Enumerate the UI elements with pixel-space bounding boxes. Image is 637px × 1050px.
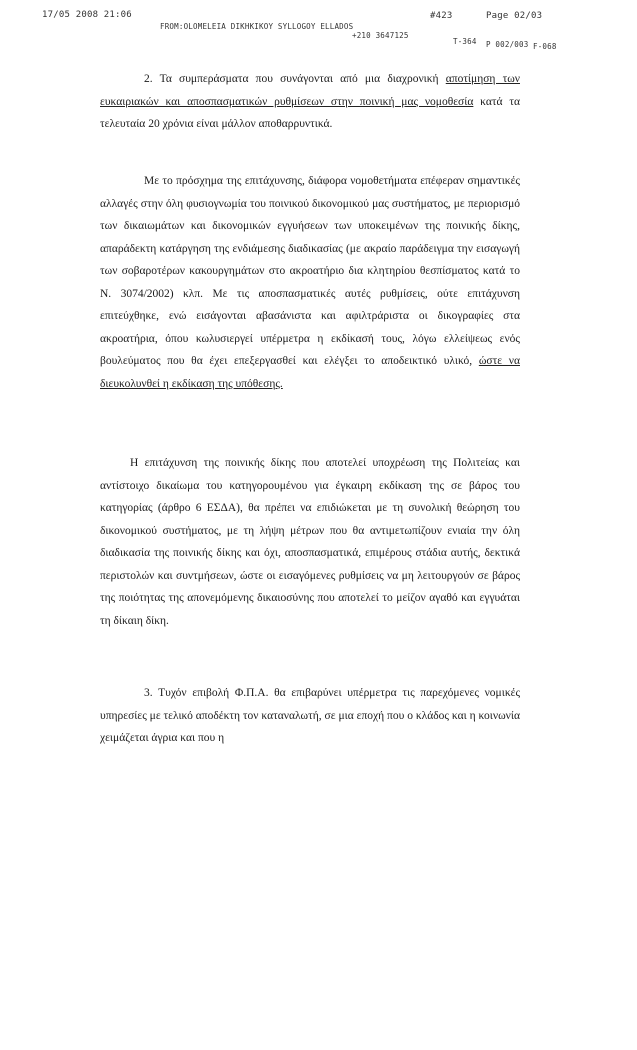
paragraph-3: 3. Τυχόν επιβολή Φ.Π.Α. θα επιβαρύνει υπέρμετρα τις παρεχόμενες νομικές υπηρεσίες με τελικό αποδέκτη τον καταναλωτή, σε μια εποχή που ο κλάδος και η κοινωνία χειμάζεται άγρια και που η [100, 687, 520, 744]
paragraph-2-start: 2. Τα συμπεράσματα που συνάγονται από μια διαχρονική [144, 73, 446, 85]
paragraph-2-end: κατά τα τελευταία 20 χρόνια είναι μάλλον αποθαρρυντικά. [100, 95, 521, 130]
paragraph-2 [100, 68, 520, 136]
paragraph-acceleration [100, 170, 520, 395]
paragraph-acceleration-underlined: ώστε να διευκολυνθεί η εκδίκαση της υπόθεσης. [100, 355, 520, 390]
fax-phone: +210 3647125 [352, 31, 409, 40]
fax-sender: FROM:OLOMELEIA DIKHKIKOY SYLLOGOY ELLADOS [160, 22, 354, 31]
fax-page-number: Page 02/03 [486, 11, 543, 21]
fax-job-number: #423 [430, 11, 453, 21]
paragraph-criminal-trial: Η επιτάχυνση της ποινικής δίκης που αποτελεί υποχρέωση της Πολιτείας και αντίστοιχο δικαίωμα του κατηγορουμένου για έγκαιρη εκδίκαση της σε βάρος του κατηγορίας (άρθρο 6 ΕΣΔΑ), θα πρέπει να επιδιώκεται με τη συνολική θεώρηση του δικονομικού συστήματος, με τη λήψη μέτρων που θα αντιμετωπίζουν ενιαία την όλη διαδικασία της ποινικής δίκης και όχι, αποσπασματικά, επιμέρους στάδια αυτής, δεκτικά περιστολών και συντμήσεων, ώστε οι εισαγόμενες ρυθμίσεις να μη λειτουργούν σε βάρος της ποιότητας της απονεμόμενης δικαιοσύνης που αποτελεί το μείζον αγαθό και εγγυάται τη δίκαιη δίκη. [100, 457, 520, 627]
paragraph-acceleration-main: Με το πρόσχημα της επιτάχυνσης, διάφορα νομοθετήματα επέφεραν σημαντικές αλλαγές στην όλη φυσιογνωμία του ποινικού δικονομικού μας συστήματος, με περιορισμό των δικαιωμάτων και δικονομικών εγγυήσεων των υποκειμένων της ποινικής δίκης, απαράδεκτη κατάργηση της ενδιάμεσης διαδικασίας (με ακραίο παράδειγμα την εισαγωγή των σοβαροτέρων κακουργημάτων στο ακροατήριο δια κλητηρίου θεσπίσματος κατά το Ν. 3074/2002) κλπ. Με τις αποσπασματικές αυτές ρυθμίσεις, ούτε επιτάχυνση επιτεύχθηκε, ενώ εισάγονται αβασάνιστα και αφιλτράριστα οι δικογραφίες στα ακροατήρια, όπου κωλυσιεργεί υπέρμετρα η εκδίκασή τους, λόγω ελλείψεως ενός βουλεύματος που θα έχει επεξεργασθεί και ελέγξει το αποδεικτικό υλικό, [100, 175, 520, 367]
paragraph-2-underlined: αποτίμηση των ευκαιριακών και αποσπασματικών ρυθμίσεων στην ποινική μας νομοθεσία [100, 73, 520, 108]
fax-line2-b: P 002/003 [486, 40, 529, 49]
fax-datetime: 17/05 2008 21:06 [42, 10, 132, 20]
fax-line2-a: T-364 [453, 37, 477, 46]
fax-line2-c: F-068 [533, 42, 557, 51]
